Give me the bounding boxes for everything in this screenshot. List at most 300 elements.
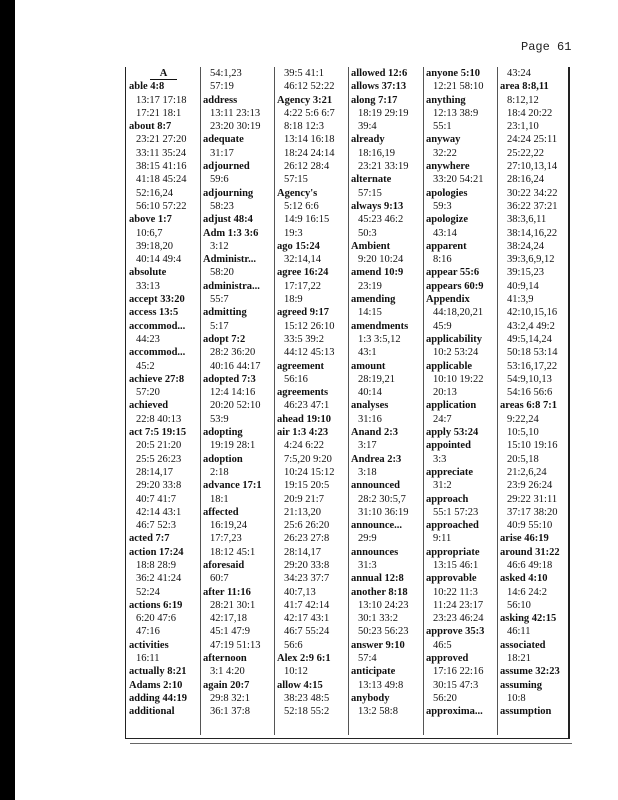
index-term: apologize (426, 214, 468, 226)
index-page-refs: 13:15 46:1 (433, 559, 479, 571)
index-page-refs: 23:1,10 (507, 121, 539, 133)
index-page-refs: 25:6 26:20 (284, 520, 330, 532)
index-page-refs: 55:7 (210, 294, 229, 306)
index-page-refs: 18:4 20:22 (507, 107, 553, 119)
index-page-refs: 18:16,19 (358, 147, 396, 159)
index-term: address (203, 94, 238, 106)
index-page-refs: 42:17,18 (210, 613, 248, 625)
index-page-refs: 8:16 (433, 254, 452, 266)
index-page-refs: 42:10,15,16 (507, 307, 558, 319)
index-page-refs: 53:16,17,22 (507, 360, 558, 372)
index-term: administra... (203, 280, 260, 292)
index-page-refs: 17:17,22 (284, 280, 322, 292)
index-page-refs: 20:5 21:20 (136, 440, 182, 452)
index-page-refs: 14:6 24:2 (507, 586, 547, 598)
index-page-refs: 28:16,24 (507, 174, 545, 186)
index-page-refs: 56:10 (507, 599, 531, 611)
index-term: accommod... (129, 320, 186, 332)
index-term: access 13:5 (129, 307, 179, 319)
index-page-refs: 20:13 (433, 387, 457, 399)
index-page-refs: 52:24 (136, 586, 160, 598)
index-page-refs: 40:7 41:7 (136, 493, 176, 505)
index-column-3 (275, 67, 348, 722)
index-term: Adm 1:3 3:6 (203, 227, 259, 239)
index-page-refs: 34:23 37:7 (284, 573, 330, 585)
index-term: assume 32:23 (500, 666, 560, 678)
index-page-refs: 44:23 (136, 333, 160, 345)
index-page-refs: 56:6 (284, 639, 303, 651)
index-column-6 (498, 67, 571, 722)
index-page-refs: 52:16,24 (136, 187, 174, 199)
index-page-refs: 37:17 38:20 (507, 506, 558, 518)
index-page-refs: 31:17 (210, 147, 234, 159)
index-page-refs: 44:18,20,21 (433, 307, 484, 319)
index-page-refs: 7:5,20 9:20 (284, 453, 332, 465)
index-term: approached (426, 520, 479, 532)
index-page-refs: 31:3 (358, 559, 377, 571)
index-page-refs: 14:9 16:15 (284, 214, 330, 226)
index-page-refs: 18:19 29:19 (358, 107, 409, 119)
index-term: another 8:18 (351, 586, 408, 598)
index-page-refs: 53:9 (210, 413, 229, 425)
index-term: after 11:16 (203, 586, 251, 598)
index-page-refs: 24:24 25:11 (507, 134, 558, 146)
index-term: Ambient (351, 240, 391, 252)
index-term: able 4:8 (129, 81, 165, 93)
index-term: announced (351, 480, 401, 492)
index-term: advance 17:1 (203, 480, 262, 492)
index-page-refs: 10:24 15:12 (284, 466, 335, 478)
index-page-refs: 1:3 3:5,12 (358, 333, 401, 345)
index-page-refs: 28:14,17 (284, 546, 322, 558)
index-term: allows 37:13 (351, 81, 407, 93)
index-page-refs: 59:3 (433, 200, 452, 212)
index-page-refs: 59:6 (210, 174, 229, 186)
index-term: applicable (426, 360, 473, 372)
index-page-refs: 20:5,18 (507, 453, 539, 465)
index-page-refs: 33:5 39:2 (284, 333, 324, 345)
index-term: adjourned (203, 161, 250, 173)
scan-edge-bar (0, 0, 15, 800)
index-page-refs: 28:2 30:5,7 (358, 493, 406, 505)
index-page-refs: 46:12 52:22 (284, 81, 335, 93)
index-page-refs: 36:22 37:21 (507, 200, 558, 212)
index-page-refs: 28:14,17 (136, 466, 174, 478)
index-page-refs: 54:16 56:6 (507, 387, 553, 399)
index-page-refs: 45:23 46:2 (358, 214, 404, 226)
index-page-refs: 57:15 (358, 187, 382, 199)
index-term: asking 42:15 (500, 613, 557, 625)
index-page-refs: 21:2,6,24 (507, 466, 547, 478)
index-page-refs: 57:4 (358, 653, 377, 665)
index-term: amending (351, 294, 396, 306)
index-term: achieved (129, 400, 169, 412)
index-term: anyone 5:10 (426, 68, 480, 79)
index-term: adoption (203, 453, 243, 465)
index-page-refs: 9:20 10:24 (358, 254, 404, 266)
index-page-refs: 28:21 30:1 (210, 599, 256, 611)
index-term: application (426, 400, 477, 412)
index-page-refs: 18:8 28:9 (136, 559, 176, 571)
index-page-refs: 8:12,12 (507, 94, 539, 106)
index-page-refs: 40:7,13 (284, 586, 316, 598)
index-term: area 8:8,11 (500, 81, 549, 93)
index-term: accept 33:20 (129, 294, 185, 306)
index-term: apologies (426, 187, 468, 199)
index-page-refs: 47:19 51:13 (210, 639, 261, 651)
index-term: ahead 19:10 (277, 413, 331, 425)
index-page-refs: 55:1 (433, 121, 452, 133)
index-term: along 7:17 (351, 94, 398, 106)
index-term: act 7:5 19:15 (129, 427, 187, 439)
index-term: appears 60:9 (426, 280, 484, 292)
index-page-refs: 21:13,20 (284, 506, 322, 518)
index-term: allow 4:15 (277, 679, 323, 691)
index-term: additional (129, 706, 175, 718)
index-page-refs: 6:20 47:6 (136, 613, 176, 625)
index-page-refs: 23:21 33:19 (358, 161, 409, 173)
index-page-refs: 45:1 47:9 (210, 626, 250, 638)
index-page-refs: 3:1 4:20 (210, 666, 245, 678)
index-column-4 (349, 67, 422, 722)
index-page-refs: 3:18 (358, 466, 377, 478)
index-term: anyway (426, 134, 461, 146)
index-page-refs: 47:16 (136, 626, 160, 638)
index-page-refs: 58:23 (210, 200, 234, 212)
index-page-refs: 60:7 (210, 573, 229, 585)
index-term: analyses (351, 400, 389, 412)
index-term: appointed (426, 440, 471, 452)
index-page-refs: 25:22,22 (507, 147, 545, 159)
index-page-refs: 9:22,24 (507, 413, 539, 425)
index-term: already (351, 134, 385, 146)
index-term: Administr... (203, 254, 256, 266)
index-term: action 17:24 (129, 546, 184, 558)
index-page-refs: 10:2 53:24 (433, 347, 479, 359)
index-page-refs: 40:16 44:17 (210, 360, 261, 372)
index-page-refs: 20:9 21:7 (284, 493, 324, 505)
index-term: adding 44:19 (129, 692, 188, 704)
index-term: announce... (351, 520, 403, 532)
index-page-refs: 43:24 (507, 68, 531, 79)
index-term: amount (351, 360, 386, 372)
index-term: assumption (500, 706, 552, 718)
index-page-refs: 23:9 26:24 (507, 480, 553, 492)
index-page-refs: 43:14 (433, 227, 457, 239)
index-page-refs: 44:12 45:13 (284, 347, 335, 359)
index-term: adequate (203, 134, 244, 146)
index-page-refs: 38:23 48:5 (284, 692, 330, 704)
index-page-refs: 14:15 (358, 307, 382, 319)
index-page-refs: 15:12 26:10 (284, 320, 335, 332)
index-page-refs: 18:9 (284, 294, 303, 306)
index-page-refs: 40:14 49:4 (136, 254, 182, 266)
index-page-refs: 31:16 (358, 413, 382, 425)
index-page-refs: 5:17 (210, 320, 229, 332)
index-page-refs: 39:15,23 (507, 267, 545, 279)
index-term: around 31:22 (500, 546, 560, 558)
index-term: adopting (203, 427, 243, 439)
index-term: apparent (426, 240, 467, 252)
index-page-refs: 4:22 5:6 6:7 (284, 107, 335, 119)
index-page-refs: 11:24 23:17 (433, 599, 484, 611)
index-page-refs: 46:6 49:18 (507, 559, 553, 571)
index-term: associated (500, 639, 546, 651)
index-page-refs: 18:12 45:1 (210, 546, 256, 558)
index-page-refs: 19:3 (284, 227, 303, 239)
index-page-refs: 26:23 27:8 (284, 533, 330, 545)
index-page-refs: 23:20 30:19 (210, 121, 261, 133)
index-term: ago 15:24 (277, 240, 320, 252)
index-term: Appendix (426, 294, 470, 306)
index-page-refs: 27:10,13,14 (507, 161, 558, 173)
index-page-refs: 56:10 57:22 (136, 200, 187, 212)
index-column-2 (201, 67, 274, 722)
section-letter-heading (127, 67, 200, 80)
index-term: amend 10:9 (351, 267, 404, 279)
index-page-refs: 12:21 58:10 (433, 81, 484, 93)
index-term: always 9:13 (351, 200, 404, 212)
index-page-refs: 32:22 (433, 147, 457, 159)
index-page-refs: 31:10 36:19 (358, 506, 409, 518)
index-page-refs: 56:16 (284, 373, 308, 385)
index-term: approxima... (426, 706, 483, 718)
index-term: above 1:7 (129, 214, 172, 226)
index-page-refs: 33:20 54:21 (433, 174, 484, 186)
index-page-refs: 17:21 18:1 (136, 107, 182, 119)
index-page-refs: 54:1,23 (210, 68, 242, 79)
index-page-refs: 40:9 55:10 (507, 520, 553, 532)
index-page-refs: 19:19 28:1 (210, 440, 256, 452)
index-page-refs: 52:18 55:2 (284, 706, 330, 718)
index-page-refs: 38:14,16,22 (507, 227, 558, 239)
index-page-refs: 55:1 57:23 (433, 506, 479, 518)
index-term: announces (351, 546, 399, 558)
index-term: approach (426, 493, 469, 505)
index-term: about 8:7 (129, 121, 172, 133)
index-page-refs: 18:21 (507, 653, 531, 665)
index-page-refs: 16:19,24 (210, 520, 248, 532)
index-page-refs: 29:8 32:1 (210, 692, 250, 704)
index-page-refs: 10:12 (284, 666, 308, 678)
index-page-refs: 4:24 6:22 (284, 440, 324, 452)
index-term: asked 4:10 (500, 573, 548, 585)
index-page-refs: 56:20 (433, 692, 457, 704)
index-term: alternate (351, 174, 392, 186)
index-page-refs: 20:20 52:10 (210, 400, 261, 412)
index-page-refs: 8:18 12:3 (284, 121, 324, 133)
index-page-refs: 10:8 (507, 692, 526, 704)
index-term: Agency 3:21 (277, 94, 333, 106)
index-page-refs: 41:3,9 (507, 294, 534, 306)
index-term: areas 6:8 7:1 (500, 400, 557, 412)
index-page-refs: 19:15 20:5 (284, 480, 330, 492)
index-page-refs: 50:23 56:23 (358, 626, 409, 638)
index-page-refs: 29:20 33:8 (284, 559, 330, 571)
section-letter: A (150, 68, 178, 80)
index-term: Anand 2:3 (351, 427, 398, 439)
index-page-refs: 23:19 (358, 280, 382, 292)
index-term: aforesaid (203, 559, 245, 571)
index-page-refs: 30:22 34:22 (507, 187, 558, 199)
index-term: agreement (277, 360, 325, 372)
index-page-refs: 16:11 (136, 653, 160, 665)
index-page-refs: 13:2 58:8 (358, 706, 398, 718)
index-page-refs: 3:3 (433, 453, 447, 465)
index-page-refs: 45:2 (136, 360, 155, 372)
index-term: actions 6:19 (129, 599, 183, 611)
index-term: apply 53:24 (426, 427, 479, 439)
index-term: agree 16:24 (277, 267, 329, 279)
index-term: Adams 2:10 (129, 679, 183, 691)
index-term: activities (129, 639, 169, 651)
index-page-refs: 28:2 36:20 (210, 347, 256, 359)
index-page-refs: 36:2 41:24 (136, 573, 182, 585)
index-page-refs: 23:21 27:20 (136, 134, 187, 146)
index-page-refs: 43:1 (358, 347, 377, 359)
index-term: admitting (203, 307, 247, 319)
index-term: agreed 9:17 (277, 307, 330, 319)
index-page-refs: 46:7 55:24 (284, 626, 330, 638)
index-page-refs: 39:3,6,9,12 (507, 254, 555, 266)
index-page-refs: 15:10 19:16 (507, 440, 558, 452)
index-term: appropriate (426, 546, 480, 558)
index-term: acted 7:7 (129, 533, 170, 545)
index-page-refs: 49:5,14,24 (507, 333, 552, 345)
index-page-refs: 57:20 (136, 387, 160, 399)
index-page-refs: 24:7 (433, 413, 452, 425)
index-term: anything (426, 94, 466, 106)
index-term: Agency's (277, 187, 318, 199)
index-page-refs: 10:22 11:3 (433, 586, 478, 598)
index-page-refs: 13:10 24:23 (358, 599, 409, 611)
index-page-refs: 23:23 46:24 (433, 613, 484, 625)
index-page-refs: 5:12 6:6 (284, 200, 319, 212)
index-page-refs: 10:6,7 (136, 227, 163, 239)
index-term: affected (203, 506, 239, 518)
index-page-refs: 12:13 38:9 (433, 107, 479, 119)
index-term: actually 8:21 (129, 666, 187, 678)
index-term: assuming (500, 679, 543, 691)
index-term: air 1:3 4:23 (277, 427, 329, 439)
index-term: approve 35:3 (426, 626, 485, 638)
index-page-refs: 54:9,10,13 (507, 373, 552, 385)
index-page-refs: 28:19,21 (358, 373, 396, 385)
index-page-refs: 36:1 37:8 (210, 706, 250, 718)
index-term: adopted 7:3 (203, 373, 256, 385)
index-page-refs: 30:1 33:2 (358, 613, 398, 625)
index-page-refs: 40:14 (358, 387, 382, 399)
index-page-refs: 31:2 (433, 480, 452, 492)
index-term: Alex 2:9 6:1 (277, 653, 331, 665)
index-term: answer 9:10 (351, 639, 405, 651)
index-page-refs: 30:15 47:3 (433, 679, 479, 691)
index-page-refs: 26:12 28:4 (284, 161, 330, 173)
index-term: appreciate (426, 466, 474, 478)
index-page-refs: 3:12 (210, 240, 229, 252)
index-page-refs: 29:20 33:8 (136, 480, 182, 492)
index-term: approvable (426, 573, 477, 585)
index-page-refs: 46:7 52:3 (136, 520, 176, 532)
index-term: adjust 48:4 (203, 214, 253, 226)
index-term: allowed 12:6 (351, 68, 408, 79)
index-column-5 (424, 67, 497, 722)
index-term: adjourning (203, 187, 254, 199)
index-term: afternoon (203, 653, 247, 665)
index-page-refs: 22:8 40:13 (136, 413, 182, 425)
index-page-refs: 39:5 41:1 (284, 68, 324, 79)
index-page-refs: 58:20 (210, 267, 234, 279)
index-page-refs: 13:11 23:13 (210, 107, 261, 119)
index-page-refs: 38:15 41:16 (136, 161, 187, 173)
index-page-refs: 57:15 (284, 174, 308, 186)
index-page-refs: 50:3 (358, 227, 377, 239)
index-term: anywhere (426, 161, 470, 173)
index-page-refs: 10:5,10 (507, 427, 539, 439)
index-term: agreements (277, 387, 329, 399)
index-term: appear 55:6 (426, 267, 480, 279)
index-page-refs: 41:18 45:24 (136, 174, 187, 186)
index-page-refs: 17:16 22:16 (433, 666, 484, 678)
index-page-refs: 42:14 43:1 (136, 506, 182, 518)
index-term: again 20:7 (203, 679, 250, 691)
index-page-refs: 39:18,20 (136, 240, 174, 252)
index-page-refs: 9:11 (433, 533, 452, 545)
index-page-refs: 33:13 (136, 280, 160, 292)
index-page-refs: 40:9,14 (507, 280, 539, 292)
index-page-refs: 41:7 42:14 (284, 599, 330, 611)
index-page-refs: 18:1 (210, 493, 229, 505)
index-page-refs: 3:17 (358, 440, 377, 452)
page-number: Page 61 (521, 40, 572, 54)
index-page-refs: 29:9 (358, 533, 377, 545)
index-page-refs: 12:4 14:16 (210, 387, 256, 399)
index-term: adopt 7:2 (203, 333, 246, 345)
index-term: Andrea 2:3 (351, 453, 402, 465)
index-page-refs: 46:23 47:1 (284, 400, 330, 412)
index-page-refs: 50:18 53:14 (507, 347, 558, 359)
index-page-refs: 46:11 (507, 626, 531, 638)
index-page-refs: 38:3,6,11 (507, 214, 547, 226)
index-page-refs: 18:24 24:14 (284, 147, 335, 159)
index-term: accommod... (129, 347, 186, 359)
index-page-refs: 33:11 35:24 (136, 147, 187, 159)
index-page-refs: 10:10 19:22 (433, 373, 484, 385)
index-page-refs: 25:5 26:23 (136, 453, 182, 465)
index-page-refs: 13:13 49:8 (358, 679, 404, 691)
index-page-refs: 29:22 31:11 (507, 493, 558, 505)
index-page-refs: 17:7,23 (210, 533, 242, 545)
index-page-refs: 32:14,14 (284, 254, 322, 266)
index-term: anybody (351, 692, 390, 704)
index-term: applicability (426, 333, 483, 345)
index-term: amendments (351, 320, 409, 332)
index-page-refs: 38:24,24 (507, 240, 545, 252)
index-page-refs: 2:18 (210, 466, 229, 478)
index-term: arise 46:19 (500, 533, 549, 545)
index-page-refs: 57:19 (210, 81, 234, 93)
index-page-refs: 13:17 17:18 (136, 94, 187, 106)
index-page-refs: 39:4 (358, 121, 377, 133)
index-page-refs: 43:2,4 49:2 (507, 320, 555, 332)
index-page-refs: 45:9 (433, 320, 452, 332)
index-term: absolute (129, 267, 167, 279)
index-term: annual 12:8 (351, 573, 404, 585)
index-term: anticipate (351, 666, 396, 678)
index-page-refs: 13:14 16:18 (284, 134, 335, 146)
index-page-refs: 42:17 43:1 (284, 613, 330, 625)
index-page-refs: 46:5 (433, 639, 452, 651)
